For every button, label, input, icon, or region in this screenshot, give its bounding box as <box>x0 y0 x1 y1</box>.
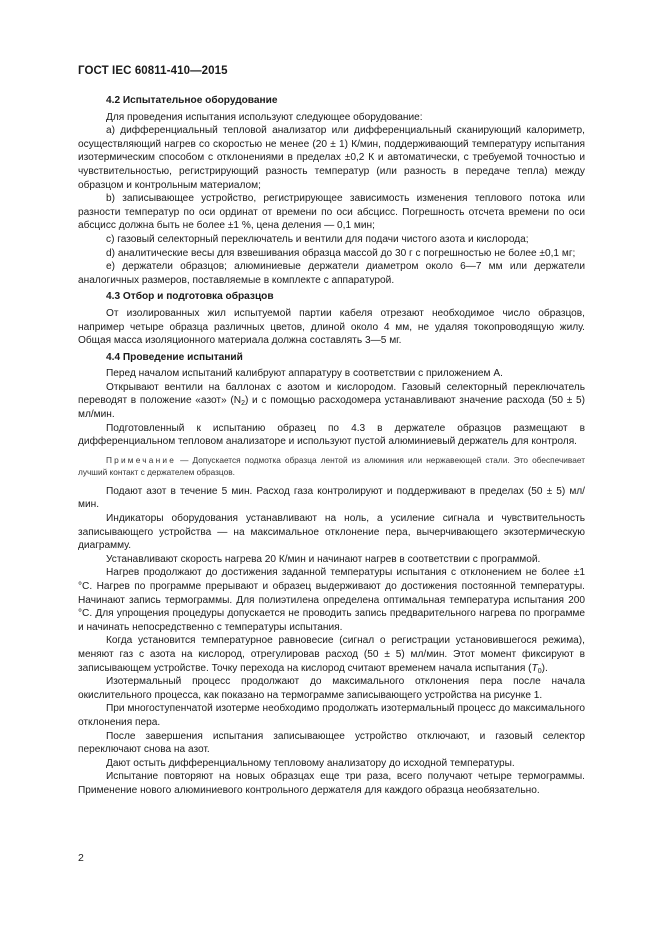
section-4-4-paragraph-5: Индикаторы оборудования устанавливают на ноль, а усиление сигнала и чувствительность записывающего устройства — на максимальное отклонение пера, вычерчивающего экзотермическую диаграмму. <box>78 513 585 552</box>
section-4-4-paragraph-12: Дают остыть дифференциальному тепловому анализатору до исходной температуры. <box>106 757 515 769</box>
section-4-4-paragraph-10: При многоступенчатой изотерме необходимо продолжать изотермальный процесс до максимального отклонения пера. <box>78 703 585 728</box>
equipment-item-c: c) газовый селекторный переключатель и вентили для подачи чистого азота и кислорода; <box>106 233 529 245</box>
note <box>78 454 585 479</box>
section-4-4-paragraph-1: Перед началом испытаний калибруют аппаратуру в соответствии с приложением А. <box>106 368 503 380</box>
section-4-4-paragraph-3: Подготовленный к испытанию образец по 4.3 в держателе образцов размещают в дифференциальном тепловом анализаторе и используют пустой алюминиевый держатель для контроля. <box>78 422 585 448</box>
standard-header: ГОСТ IEC 60811-410—2015 <box>78 65 228 77</box>
text-run: Когда установится температурное равновесие (сигнал о регистрации установившегося режима), меняют газ с азота на кислород, отрегулировав расход (50 ± 5) мл/мин. Этот момент фиксируют в записывающем устройстве. Точку перехода на кислород считают временем начала испытания ( <box>78 635 585 674</box>
equipment-item-d: d) аналитические весы для взвешивания образца массой до 30 г с погрешностью не более ±0,1 мг; <box>106 247 576 259</box>
equipment-item-e: e) держатели образцов; алюминиевые держатели диаметром около 6—7 мм или держатели аналогичных размеров, поставляемые в комплекте с аппаратурой. <box>78 261 585 286</box>
section-4-4-heading: 4.4 Проведение испытаний <box>106 351 243 363</box>
page-number: 2 <box>78 852 84 864</box>
section-4-3-paragraph: От изолированных жил испытуемой партии кабеля отрезают необходимое число образцов, например четыре образца различных цветов, длиной около 4 мм, не удаляя токопроводящую жилу. Общая масса изоляционного материала должна составлять 3—5 мг. <box>78 307 585 347</box>
text-run: ). <box>541 662 548 674</box>
document-body <box>78 94 585 798</box>
note-text: — Допускается подмотка образца лентой из алюминия или нержавеющей стали. Это обеспечивает лучший контакт с держателем образцов. <box>78 454 585 478</box>
equipment-item-b: b) записывающее устройство, регистрирующее зависимость изменения теплового потока или разности температур по оси ординат от времени по оси абсцисс. Погрешность отсчета времени по оси абсцисс должна быть не более ±1 %, цена деления — 0,1 мин; <box>78 193 585 232</box>
text-run: ) и с помощью расходомера устанавливают значение расхода (50 ± 5) мл/мин. <box>78 395 585 421</box>
section-4-4-paragraph-11: После завершения испытания записывающее устройство отключают, и газовый селектор переключают снова на азот. <box>78 730 585 756</box>
section-4-3-heading: 4.3 Отбор и подготовка образцов <box>106 291 274 303</box>
section-4-4-paragraph-4: Подают азот в течение 5 мин. Расход газа контролируют и поддерживают в пределах (50 ± 5) мл/мин. <box>78 485 585 511</box>
note-label: Примечание <box>106 454 177 465</box>
section-4-2-intro: Для проведения испытания используют следующее оборудование: <box>106 111 423 123</box>
section-4-4-paragraph-13: Испытание повторяют на новых образцах еще три раза, всего получают четыре термограммы. Применение нового алюминиевого контрольного держателя для каждого образца необязательно. <box>78 771 585 796</box>
subscript: 0 <box>537 667 542 675</box>
equipment-item-a: а) дифференциальный тепловой анализатор или дифференциальный сканирующий калориметр, осуществляющий нагрев со скоростью не менее (20 ± 1) К/мин, поддерживающий температуру испытания изотермическим способом с отклонениями в пределах ±0,2 К и автоматически, с требуемой точностью и чувствительностью, регистрирующий разность температур (или разность в передаче тепла) между образцом и контрольным материалом; <box>78 125 585 191</box>
text-run: Открывают вентили на баллонах с азотом и кислородом. Газовый селекторный переключатель переводят в положение «азот» (N <box>78 381 585 407</box>
section-4-4-paragraph-9: Изотермальный процесс продолжают до максимального отклонения пера после начала окислительного процесса, как показано на термограмме записывающего устройства на рисунке 1. <box>78 676 585 701</box>
section-4-4-paragraph-8 <box>78 634 585 675</box>
section-4-4-paragraph-7: Нагрев продолжают до достижения заданной температуры испытания с отклонением не более ±1 °С. Нагрев по программе прерывают и образец выдерживают до достижения постоянной температуры. Начинают запись термограммы. Для полиэтилена определена оптимальная температура испытания 200 °С. Для упрощения процедуры допускается не проводить запись предварительного нагрева по программе и начинать непосредственно с температуры испытания. <box>78 567 585 633</box>
variable: T <box>531 662 538 674</box>
section-4-4-paragraph-6: Устанавливают скорость нагрева 20 К/мин и начинают нагрев в соответствии с программой. <box>106 553 541 565</box>
section-4-2-heading: 4.2 Испытательное оборудование <box>106 95 278 106</box>
subscript: 2 <box>241 400 245 408</box>
section-4-4-paragraph-2 <box>78 381 585 422</box>
